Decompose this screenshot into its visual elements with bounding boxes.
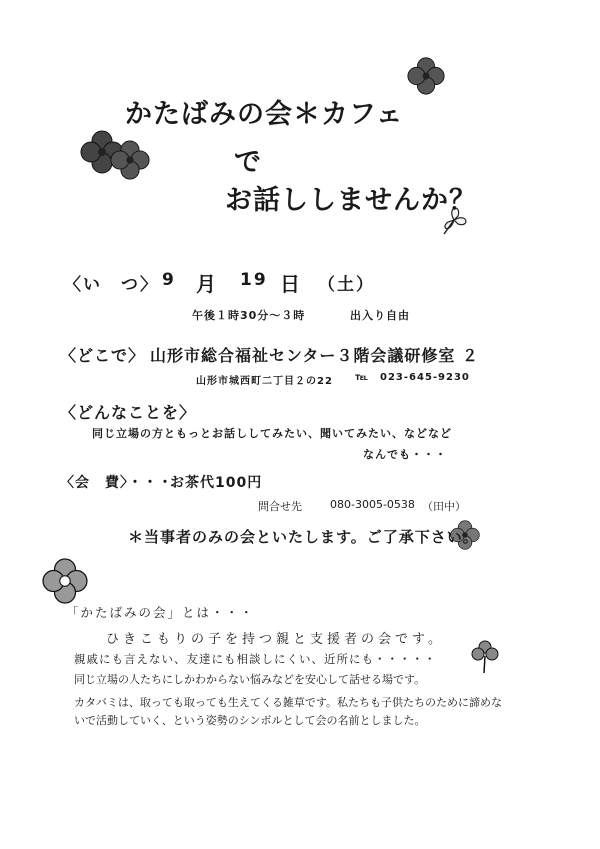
- when-day: 19: [240, 270, 268, 290]
- when-label: 〈い つ〉: [64, 275, 159, 295]
- when-weekday: （土）: [318, 275, 375, 295]
- when-day-unit: 日: [280, 272, 302, 296]
- about-heading: 「かたばみの会」とは・・・: [66, 605, 255, 620]
- what-label: 〈どんなことを〉: [60, 403, 197, 422]
- contact-phone: 080-3005-0538: [330, 498, 415, 511]
- when-month-unit: 月: [196, 272, 218, 296]
- title-line-1: かたばみの会＊カフェ: [125, 99, 404, 130]
- where-tel: 023-645-9230: [380, 372, 470, 383]
- where-label: 〈どこで〉: [60, 346, 146, 365]
- title-line-2: で: [234, 147, 262, 178]
- where-venue: 山形市総合福祉センター３階会議研修室 ２: [150, 346, 479, 365]
- contact-label: 問合せ先: [258, 500, 302, 513]
- fee-label: 〈会 費〉・・・: [60, 475, 173, 491]
- title-line-3: お話ししませんか？: [225, 185, 477, 216]
- notice-text: ＊当事者のみの会といたします。ご了承下さい。: [128, 528, 479, 546]
- what-line-2: なんでも・・・: [363, 448, 447, 461]
- about-line-3: 同じ立場の人たちにしかわからない悩みなどを安心して話せる場です。: [74, 673, 426, 686]
- clover-icon: [407, 57, 445, 95]
- about-line-2: 親戚にも言えない、友達にも相談しにくい、近所にも・・・・・: [74, 652, 437, 666]
- what-line-1: 同じ立場の方ともっとお話ししてみたい、聞いてみたい、などなど: [92, 427, 452, 440]
- clover-icon: [110, 140, 150, 180]
- contact-name: （田中）: [422, 500, 466, 513]
- when-month: 9: [162, 270, 176, 290]
- where-tel-label: ℡: [355, 372, 369, 383]
- fee-value: お茶代100円: [170, 475, 263, 491]
- when-time: 午後１時30分～３時: [192, 309, 306, 322]
- clover-icon: [472, 640, 498, 674]
- where-address: 山形市城西町二丁目２の22: [196, 376, 333, 387]
- description-text: カタバミは、取っても取っても生えてくる雑草です。私たちも子供たちのために諦めないで活動していく、という姿勢のシンボルとして会の名前としました。: [74, 696, 503, 727]
- when-entry: 出入り自由: [350, 309, 410, 322]
- clover-icon: [42, 558, 88, 604]
- about-line-1: ひきこもりの子を持つ親と支援者の会です。: [106, 632, 445, 647]
